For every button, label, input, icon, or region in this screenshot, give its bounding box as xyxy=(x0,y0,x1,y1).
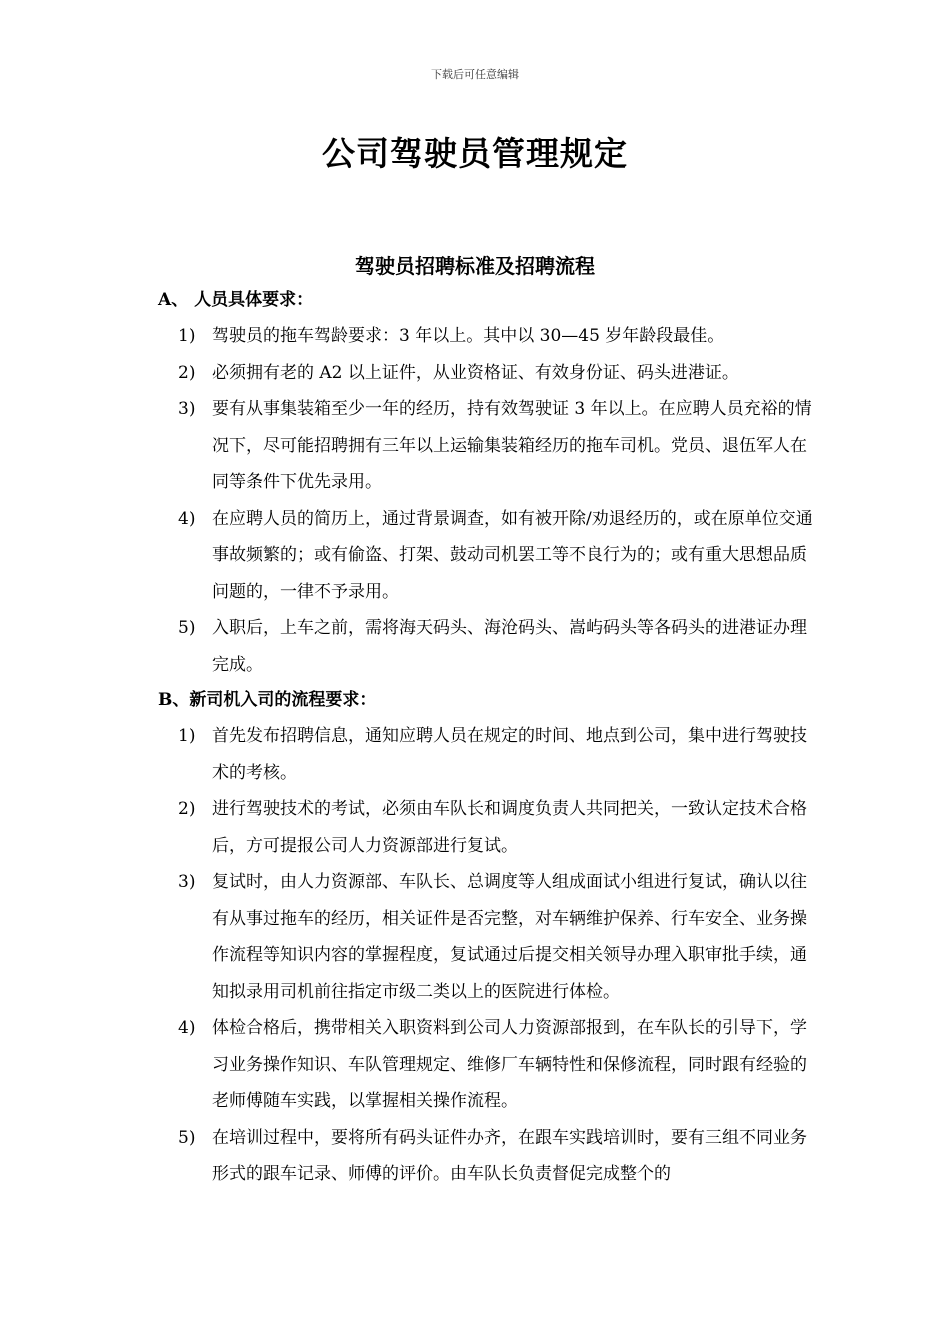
section-title: 驾驶员招聘标准及招聘流程 xyxy=(355,254,595,278)
item-number: 3) xyxy=(178,399,196,419)
list-item xyxy=(158,1120,823,1193)
item-number: 4) xyxy=(178,1018,196,1038)
item-number: 2) xyxy=(178,362,196,383)
list-item xyxy=(158,355,823,392)
list-item xyxy=(158,1010,823,1120)
list-item xyxy=(158,318,823,355)
item-text: 驾驶员的拖车驾龄要求：3 年以上。其中以 30—45 岁年龄段最佳。 xyxy=(212,326,725,346)
list-item xyxy=(158,391,823,501)
item-text: 入职后，上车之前，需将海天码头、海沧码头、嵩屿码头等各码头的进港证办理完成。 xyxy=(212,618,807,675)
list-item xyxy=(158,718,823,791)
item-text: 必须拥有老的 A2 以上证件，从业资格证、有效身份证、码头进港证。 xyxy=(212,362,739,383)
item-number: 5) xyxy=(178,618,196,638)
item-number: 1) xyxy=(178,326,196,346)
item-number: 3) xyxy=(178,872,196,892)
section-b xyxy=(158,683,823,1193)
list-item xyxy=(158,791,823,864)
item-text: 复试时，由人力资源部、车队长、总调度等人组成面试小组进行复试，确认以往有从事过拖车的经历，相关证件是否完整，对车辆维护保养、行车安全、业务操作流程等知识内容的掌握程度，复试通过后提交相关领导办理入职审批手续，通知拟录用司机前往指定市级二类以上的医院进行体检。 xyxy=(212,872,807,1002)
section-heading: A、 人员具体要求： xyxy=(158,290,314,310)
item-text: 在培训过程中，要将所有码头证件办齐，在跟车实践培训时，要有三组不同业务形式的跟车记录、师傅的评价。由车队长负责督促完成整个的 xyxy=(212,1127,807,1184)
item-text: 体检合格后，携带相关入职资料到公司人力资源部报到，在车队长的引导下，学习业务操作知识、车队管理规定、维修厂车辆特性和保修流程，同时跟有经验的老师傅随车实践，以掌握相关操作流程。 xyxy=(212,1018,807,1111)
list-item xyxy=(158,610,823,683)
document-body xyxy=(158,283,823,1193)
item-number: 5) xyxy=(178,1127,196,1148)
list-item xyxy=(158,864,823,1010)
section-heading: B、新司机入司的流程要求： xyxy=(158,690,377,710)
item-number: 4) xyxy=(178,508,196,529)
document-title: 公司驾驶员管理规定 xyxy=(322,134,628,173)
section-a xyxy=(158,283,823,683)
item-number: 1) xyxy=(178,726,196,746)
item-text: 进行驾驶技术的考试，必须由车队长和调度负责人共同把关，一致认定技术合格后，方可提报公司人力资源部进行复试。 xyxy=(212,799,807,856)
item-text: 首先发布招聘信息，通知应聘人员在规定的时间、地点到公司，集中进行驾驶技术的考核。 xyxy=(212,726,807,783)
item-number: 2) xyxy=(178,799,196,819)
item-text: 在应聘人员的简历上，通过背景调查，如有被开除/劝退经历的，或在原单位交通事故频繁的；或有偷盗、打架、鼓动司机罢工等不良行为的；或有重大思想品质问题的，一律不予录用。 xyxy=(212,508,813,602)
item-text: 要有从事集装箱至少一年的经历，持有效驾驶证 3 年以上。在应聘人员充裕的情况下，尽可能招聘拥有三年以上运输集装箱经历的拖车司机。党员、退伍军人在同等条件下优先录用。 xyxy=(212,399,812,492)
list-item xyxy=(158,501,823,611)
header-note: 下载后可任意编辑 xyxy=(431,68,519,81)
